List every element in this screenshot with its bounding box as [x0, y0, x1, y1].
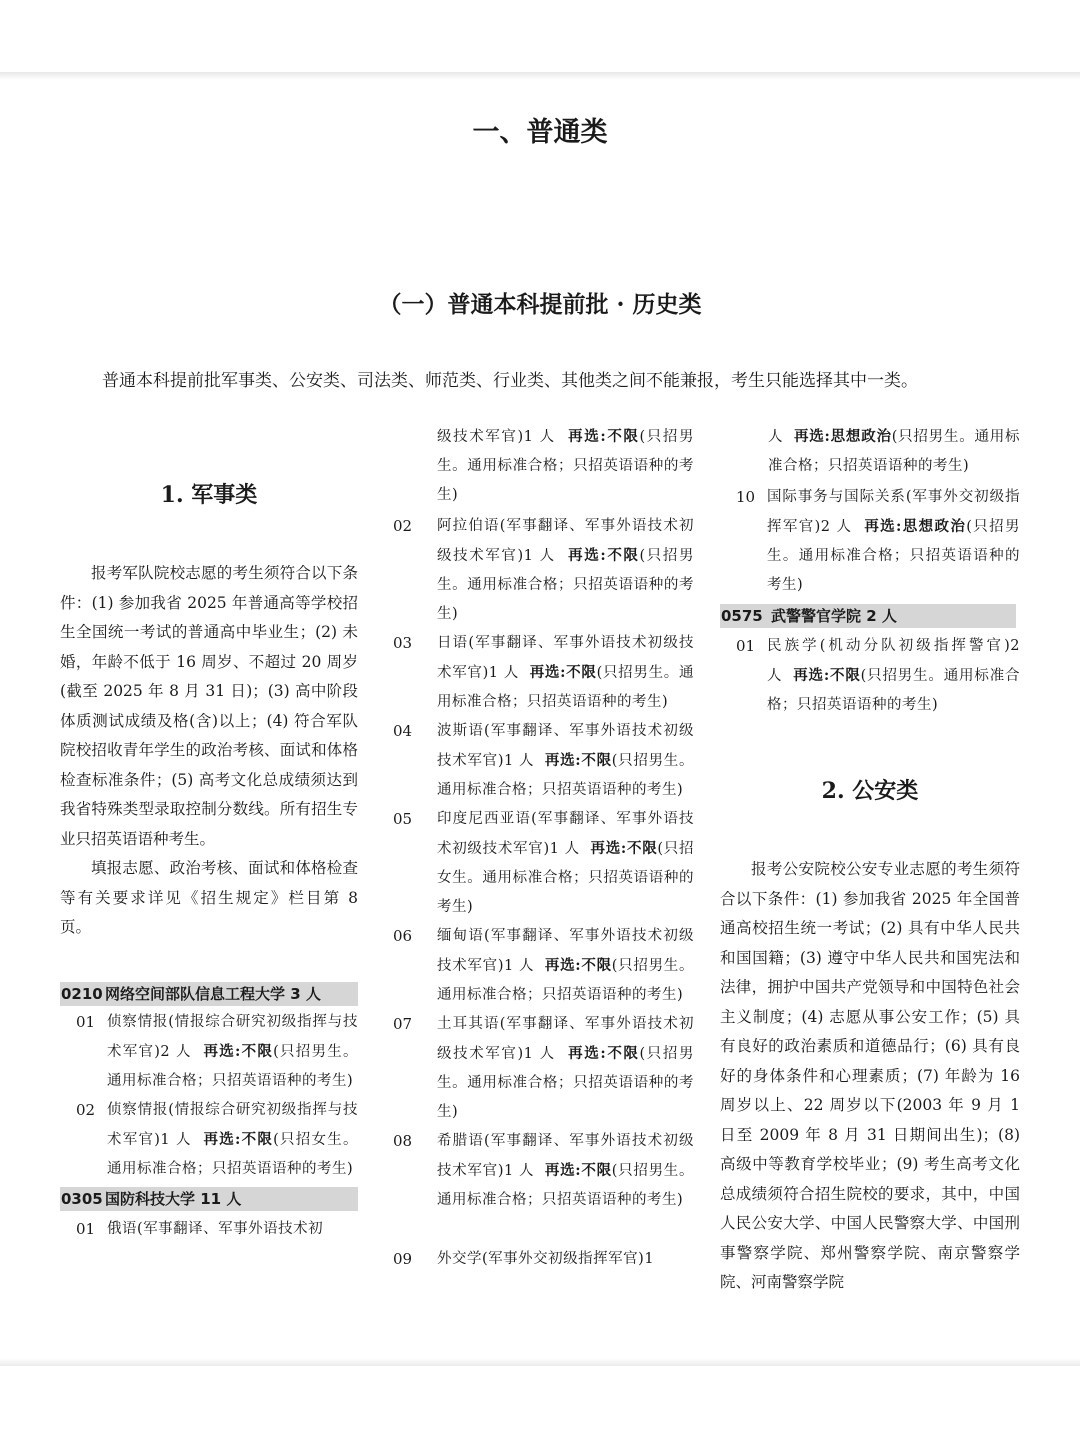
- major-subject-label: 再选:: [529, 664, 566, 681]
- major-code: 02: [393, 517, 413, 535]
- major-note: (只招男生。通用标准合格；只招英语语种的考生): [768, 429, 1021, 474]
- major-code: 05: [393, 810, 413, 828]
- major-entry: [390, 1245, 694, 1274]
- major-code: 07: [393, 1015, 413, 1033]
- major-code: 09: [393, 1250, 413, 1268]
- major-entry: [390, 1010, 694, 1127]
- major-desc: 人: [768, 429, 784, 445]
- major-note: (只招男生。通用标准合格；只招英语语种的考生): [437, 1163, 694, 1208]
- major-subject-req: 思想政治: [901, 518, 967, 535]
- institution-name: 国防科技大学 11 人: [105, 1189, 242, 1208]
- major-desc: 级技术军官)1 人: [437, 429, 556, 445]
- major-entry: [390, 1127, 694, 1215]
- major-subject-req: 不限: [829, 667, 861, 684]
- major-entry: [390, 805, 694, 922]
- major-note: (只招男生。通用标准合格；只招英语语种的考生): [767, 519, 1021, 593]
- major-code: 01: [736, 637, 756, 655]
- sub-title: （一）普通本科提前批 · 历史类: [378, 291, 702, 318]
- major-subject-req: 不限: [626, 840, 658, 857]
- major-subject-req: 不限: [581, 752, 612, 769]
- major-note: (只招男生。通用标准合格；只招英语语种的考生): [437, 958, 694, 1003]
- institution-row: [60, 982, 358, 1006]
- major-subject-label: 再选:: [568, 428, 607, 445]
- major-desc: 日语(军事翻译、军事外语技术初级技术军官)1 人: [437, 635, 694, 681]
- major-subject-label: 再选:: [793, 667, 830, 684]
- major-subject-label: 再选:: [544, 1162, 582, 1179]
- major-code: 10: [736, 488, 756, 506]
- major-subject-label: 再选:: [203, 1042, 241, 1060]
- major-desc: 缅甸语(军事翻译、军事外语技术初级技术军官)1 人: [437, 928, 694, 974]
- major-entry-continued: [404, 422, 694, 510]
- major-note: (只招男生。通用标准合格；只招英语语种的考生): [437, 548, 694, 622]
- major-subject-label: 再选:: [568, 1045, 607, 1062]
- major-entry: [390, 717, 694, 805]
- major-note: (只招男生。通用标准合格；只招英语语种的考生): [437, 665, 695, 710]
- column-middle: [393, 422, 695, 1274]
- police-requirements-paragraph: 报考公安院校公安专业志愿的考生须符合以下条件：(1) 参加我省 2025 年全国普通高校招生统一考试；(2) 具有中华人民共和国国籍；(3) 遵守中华人民共和国宪法和法律，拥护中国共产党领导和中国特色社会主义制度；(4) 志愿从事公安工作；(5) 具有良好的政治素质和道德品行；(6) 具有良好的身体条件和心理素质；(7) 年龄为 16 周岁以上、22 周岁以下(2003 年 9 月 1 日至 2009 年 8 月 31 日期间出生)；(8) 高级中等教育学校毕业；(9) 考生高考文化总成绩须符合招生院校的要求，其中，中国人民公安大学、中国人民警察大学、中国刑事警察学院、郑州警察学院、南京警察学院、河南警察学院: [720, 860, 1020, 1291]
- major-entry: [60, 1215, 358, 1244]
- major-entry: [720, 483, 1020, 600]
- major-entry: [60, 1008, 358, 1096]
- major-note: (只招男生。通用标准合格；只招英语语种的考生): [767, 668, 1021, 713]
- major-note: (只招女生。通用标准合格；只招英语语种的考生): [107, 1131, 358, 1177]
- page-bottom-shadow: [0, 1358, 1080, 1366]
- major-desc: 希腊语(军事翻译、军事外语技术初级技术军官)1 人: [437, 1133, 694, 1179]
- military-requirements-paragraph: 报考军队院校志愿的考生须符合以下条件：(1) 参加我省 2025 年普通高等学校招生全国统一考试的普通高中毕业生；(2) 未婚，年龄不低于 16 周岁、不超过 20 周岁(截至 2025 年 8 月 31 日)；(3) 高中阶段体质测试成绩及格(含)以上；(4) 符合军队院校招收青年学生的政治考核、面试和体格检查标准条件；(5) 高考文化总成绩须达到我省特殊类型录取控制分数线。所有招生专业只招英语语种考生。: [60, 564, 358, 848]
- major-code: 02: [76, 1100, 96, 1119]
- military-notice-paragraph: 填报志愿、政治考核、面试和体格检查等有关要求详见《招生规定》栏目第 8 页。: [60, 859, 358, 936]
- institution-name: 武警警官学院 2 人: [771, 607, 897, 625]
- major-desc: 侦察情报(情报综合研究初级指挥与技术军官)2 人: [107, 1013, 358, 1060]
- major-note: (只招女生。通用标准合格；只招英语语种的考生): [437, 841, 694, 915]
- major-desc: 土耳其语(军事翻译、军事外语技术初级技术军官)1 人: [437, 1016, 694, 1062]
- main-title: 一、普通类: [472, 117, 608, 148]
- major-entry: [720, 632, 1020, 720]
- major-subject-req: 思想政治: [830, 428, 892, 445]
- major-note: (只招男生。通用标准合格；只招英语语种的考生): [107, 1043, 358, 1089]
- major-desc: 外交学(军事外交初级指挥军官)1: [437, 1251, 655, 1267]
- section-heading-military: 1. 军事类: [160, 482, 258, 508]
- major-desc: 俄语(军事翻译、军事外语技术初: [107, 1220, 324, 1237]
- major-note: (只招男生。通用标准合格；只招英语语种的考生): [437, 429, 694, 503]
- major-subject-req: 不限: [606, 547, 640, 564]
- major-entry: [390, 629, 694, 717]
- major-code: 01: [76, 1012, 96, 1031]
- major-subject-label: 再选:: [544, 957, 582, 974]
- major-subject-req: 不限: [606, 428, 640, 445]
- major-subject-label: 再选:: [794, 428, 831, 445]
- major-note: (只招男生。通用标准合格；只招英语语种的考生): [437, 1046, 694, 1120]
- institution-code: 0575: [721, 607, 763, 625]
- major-desc: 国际事务与国际关系(军事外交初级指挥军官)2 人: [767, 489, 1020, 535]
- major-subject-label: 再选:: [590, 840, 627, 857]
- major-code: 06: [393, 927, 413, 945]
- major-code: 03: [393, 634, 413, 652]
- major-desc: 印度尼西亚语(军事翻译、军事外语技术初级技术军官)1 人: [437, 811, 694, 857]
- major-subject-req: 不限: [240, 1130, 274, 1148]
- major-subject-label: 再选:: [864, 518, 902, 535]
- major-code: 04: [393, 722, 413, 740]
- institution-code: 0210: [61, 984, 103, 1003]
- major-entry: [390, 512, 694, 629]
- major-code: 08: [393, 1132, 413, 1150]
- major-subject-req: 不限: [606, 1045, 640, 1062]
- major-entry: [60, 1096, 358, 1184]
- major-desc: 侦察情报(情报综合研究初级指挥与技术军官)1 人: [107, 1101, 358, 1148]
- major-subject-label: 再选:: [568, 547, 607, 564]
- section-heading-police: 2. 公安类: [821, 778, 919, 804]
- major-subject-req: 不限: [581, 957, 612, 974]
- column-right: [720, 422, 1020, 1298]
- major-entry-continued: [720, 422, 1020, 481]
- column-left: [60, 422, 358, 1244]
- major-subject-req: 不限: [565, 664, 597, 681]
- major-entry: [390, 1215, 694, 1245]
- major-subject-label: 再选:: [203, 1130, 241, 1148]
- major-subject-label: 再选:: [544, 752, 582, 769]
- major-subject-req: 不限: [240, 1042, 274, 1060]
- major-note: (只招男生。通用标准合格；只招英语语种的考生): [437, 753, 694, 798]
- major-desc: 民族学(机动分队初级指挥警官)2 人: [767, 638, 1020, 684]
- major-subject-req: 不限: [581, 1162, 612, 1179]
- major-desc: 阿拉伯语(军事翻译、军事外语技术初级技术军官)1 人: [437, 518, 694, 564]
- major-code: 01: [76, 1219, 96, 1238]
- institution-row: [60, 1187, 358, 1211]
- institution-row: [720, 604, 1016, 628]
- major-entry: [390, 922, 694, 1010]
- intro-note: 普通本科提前批军事类、公安类、司法类、师范类、行业类、其他类之间不能兼报，考生只能选择其中一类。: [102, 371, 918, 391]
- major-desc: 波斯语(军事翻译、军事外语技术初级技术军官)1 人: [437, 723, 694, 769]
- institution-name: 网络空间部队信息工程大学 3 人: [105, 984, 321, 1003]
- page-top-shadow: [0, 72, 1080, 80]
- institution-code: 0305: [61, 1189, 103, 1208]
